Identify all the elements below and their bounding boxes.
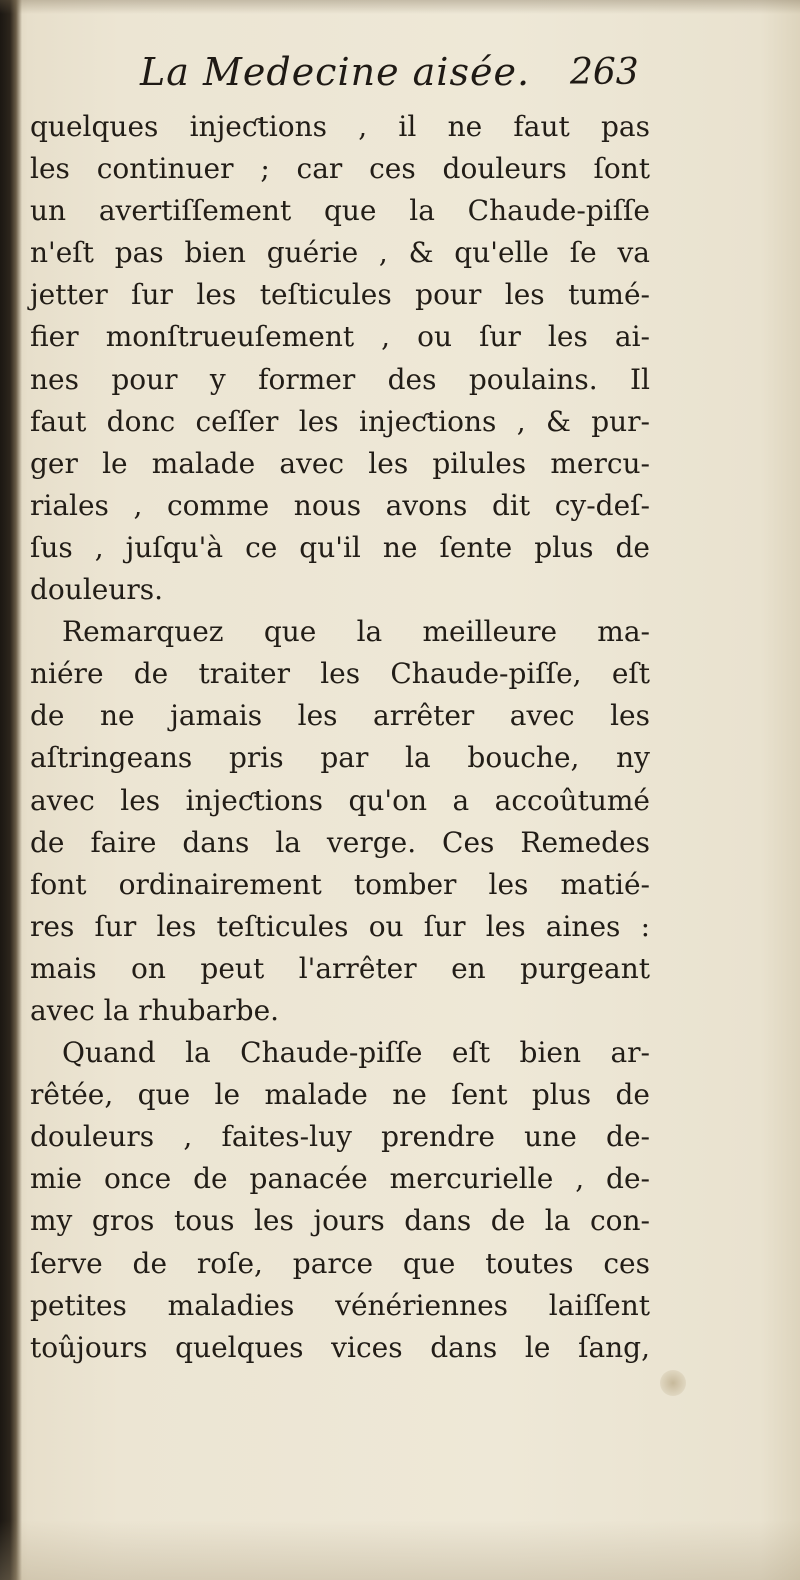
- text-line: nes pour y former des poulains. Il: [30, 362, 650, 396]
- text-line: de ne jamais les arrêter avec les: [30, 699, 650, 733]
- text-line: fier monſtrueuſement , ou ſur les ai-: [30, 320, 650, 354]
- text-line: ſerve de roſe, parce que toutes ces: [30, 1246, 650, 1280]
- text-line: rêtée, que le malade ne ſent plus de: [30, 1078, 650, 1112]
- text-line: faut donc ceſſer les injeƈtions , & pur-: [30, 404, 650, 438]
- text-line: n'eſt pas bien guérie , & qu'elle ſe va: [30, 236, 650, 270]
- page-number: 263: [570, 52, 639, 93]
- text-line: petites maladies vénériennes laiſſent: [30, 1288, 650, 1322]
- text-line: my gros tous les jours dans de la con-: [30, 1204, 650, 1238]
- page-bottom-shadow: [0, 1520, 800, 1580]
- text-line: riales , comme nous avons dit cy-deſ-: [30, 488, 650, 522]
- text-line: douleurs , faites-luy prendre une de-: [30, 1120, 650, 1154]
- text-line: Quand la Chaude-piſſe eſt bien ar-: [62, 1036, 650, 1070]
- text-line: avec les injeƈtions qu'on a accoûtumé: [30, 783, 650, 817]
- running-head: [0, 50, 800, 110]
- page-top-shadow: [0, 0, 800, 14]
- text-line: mais on peut l'arrêter en purgeant: [30, 951, 650, 985]
- body-text: [30, 106, 650, 1369]
- text-line: aſtringeans pris par la bouche, ny: [30, 741, 650, 775]
- text-line: ger le malade avec les pilules mercu-: [30, 446, 650, 480]
- foxing-spot: [660, 1370, 686, 1396]
- text-line: niére de traiter les Chaude-piſſe, eſt: [30, 657, 650, 691]
- text-line: douleurs.: [30, 573, 164, 607]
- text-line: ſus , juſqu'à ce qu'il ne ſente plus de: [30, 530, 650, 564]
- text-line: mie once de panacée mercurielle , de-: [30, 1162, 650, 1196]
- text-line: res ſur les teſticules ou ſur les aines :: [30, 909, 650, 943]
- text-line: quelques injeƈtions , il ne faut pas: [30, 110, 650, 143]
- text-line: les continuer ; car ces douleurs ſont: [30, 152, 650, 186]
- text-line: Remarquez que la meilleure ma-: [62, 615, 650, 649]
- text-line: un avertiſſement que la Chaude-piſſe: [30, 194, 650, 228]
- text-line: jetter ſur les teſticules pour les tumé-: [30, 278, 650, 312]
- binding-edge: [0, 0, 22, 1580]
- running-title: La Medecine aisée.: [140, 50, 531, 94]
- text-line: avec la rhubarbe.: [30, 993, 280, 1027]
- text-line: de faire dans la verge. Ces Remedes: [30, 825, 650, 859]
- text-line: toûjours quelques vices dans le ſang,: [30, 1330, 650, 1364]
- text-line: font ordinairement tomber les matié-: [30, 867, 650, 901]
